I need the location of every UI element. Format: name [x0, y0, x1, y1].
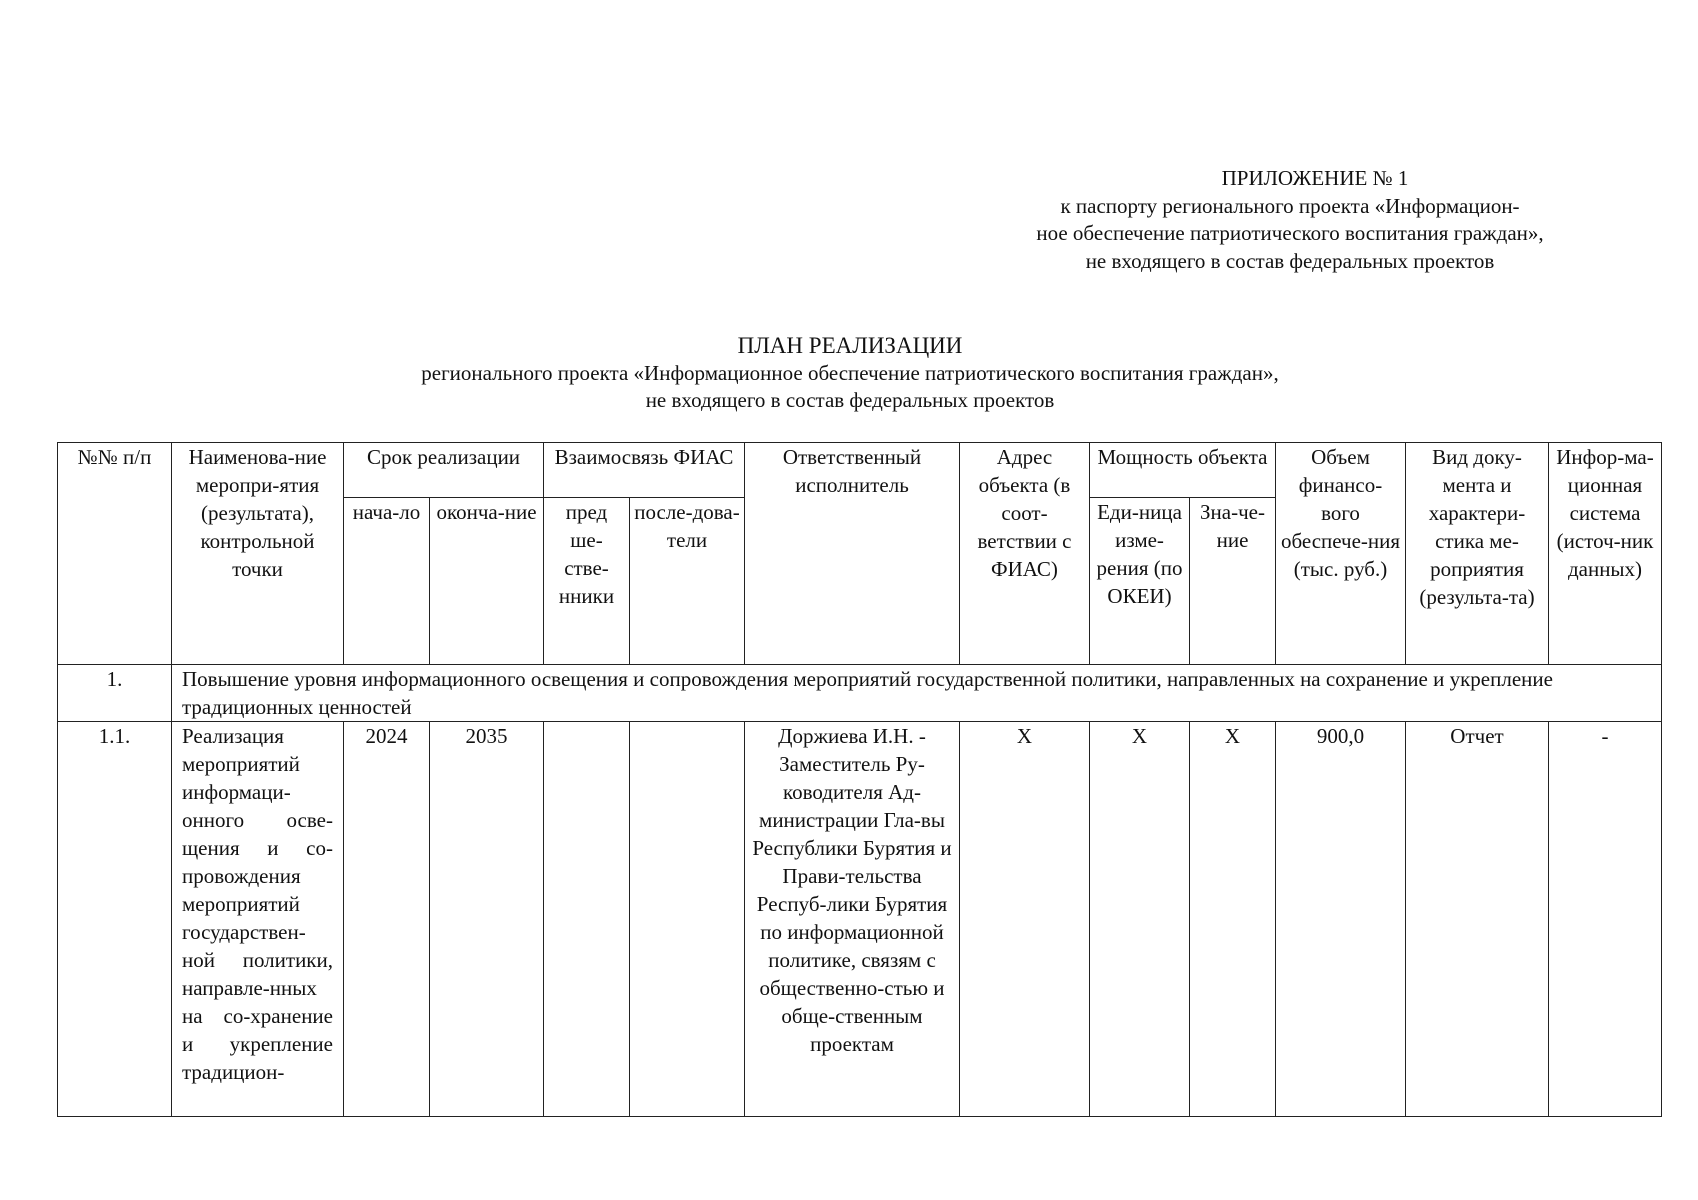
- cell-end: 2035: [430, 722, 544, 1117]
- header-address: Адрес объекта (в соот-ветствии с ФИАС): [960, 443, 1090, 665]
- appendix-line: не входящего в состав федеральных проектов: [1085, 248, 1495, 273]
- header-link: Взаимосвязь ФИАС: [544, 443, 745, 498]
- cell-name: Реализация мероприятий информаци-онного осве-щения и со-провождения мероприятий государствен-ной политики, направле-нных на со-хранение и укрепление традицион-: [172, 722, 344, 1117]
- header-capacity-unit: Еди-ница изме-рения (по ОКЕИ): [1090, 498, 1190, 665]
- table-section-row: [58, 665, 1662, 722]
- cell-executor: Доржиева И.Н. - Заместитель Ру-ководителя Ад-министрации Гла-вы Республики Бурятия и Прави-тельства Респуб-лики Бурятия по информационной политике, связям с общественно-стью и обще-ственным проектам: [745, 722, 960, 1117]
- header-executor: Ответственный исполнитель: [745, 443, 960, 665]
- header-link-pred: пред ше-стве-нники: [544, 498, 630, 665]
- header-name: Наименова-ние меропри-ятия (результата), контрольной точки: [172, 443, 344, 665]
- cell-start: 2024: [344, 722, 430, 1117]
- cell-info: -: [1549, 722, 1662, 1117]
- plan-title: ПЛАН РЕАЛИЗАЦИИ: [737, 333, 963, 358]
- cell-pred: [544, 722, 630, 1117]
- header-term: Срок реализации: [344, 443, 544, 498]
- cell-num: 1.1.: [58, 722, 172, 1117]
- header-num: №№ п/п: [58, 443, 172, 665]
- plan-heading: [300, 332, 1400, 415]
- header-finance: Объем финансо-вого обеспече-ния (тыс. руб.): [1276, 443, 1406, 665]
- header-doc: Вид доку-мента и характери-стика ме-роприятия (результа-та): [1406, 443, 1549, 665]
- header-term-end: оконча-ние: [430, 498, 544, 665]
- header-capacity: Мощность объекта: [1090, 443, 1276, 498]
- cell-succ: [630, 722, 745, 1117]
- cell-doc: Отчет: [1406, 722, 1549, 1117]
- cell-value: X: [1190, 722, 1276, 1117]
- cell-address: X: [960, 722, 1090, 1117]
- plan-subtitle-line: регионального проекта «Информационное обеспечение патриотического воспитания граждан»,: [421, 360, 1279, 385]
- table-row: [58, 722, 1662, 1117]
- appendix-line: к паспорту регионального проекта «Информацион-: [1060, 193, 1520, 218]
- appendix-line: ПРИЛОЖЕНИЕ № 1: [1221, 166, 1409, 190]
- plan-table: [57, 442, 1662, 1117]
- cell-unit: X: [1090, 722, 1190, 1117]
- appendix-line: ное обеспечение патриотического воспитания граждан»,: [1036, 221, 1544, 245]
- section-num: 1.: [58, 665, 172, 722]
- header-term-start: нача-ло: [344, 498, 430, 665]
- section-title: Повышение уровня информационного освещения и сопровождения мероприятий государственной политики, направленных на сохранение и укрепление традиционных ценностей: [172, 665, 1662, 722]
- header-link-succ: после-дова-тели: [630, 498, 745, 665]
- table-header-row: [58, 443, 1662, 498]
- appendix-block: [980, 165, 1600, 275]
- header-capacity-value: Зна-че-ние: [1190, 498, 1276, 665]
- cell-finance: 900,0: [1276, 722, 1406, 1117]
- plan-subtitle-line: не входящего в состав федеральных проектов: [645, 388, 1055, 412]
- header-info: Инфор-ма-ционная система (источ-ник данных): [1549, 443, 1662, 665]
